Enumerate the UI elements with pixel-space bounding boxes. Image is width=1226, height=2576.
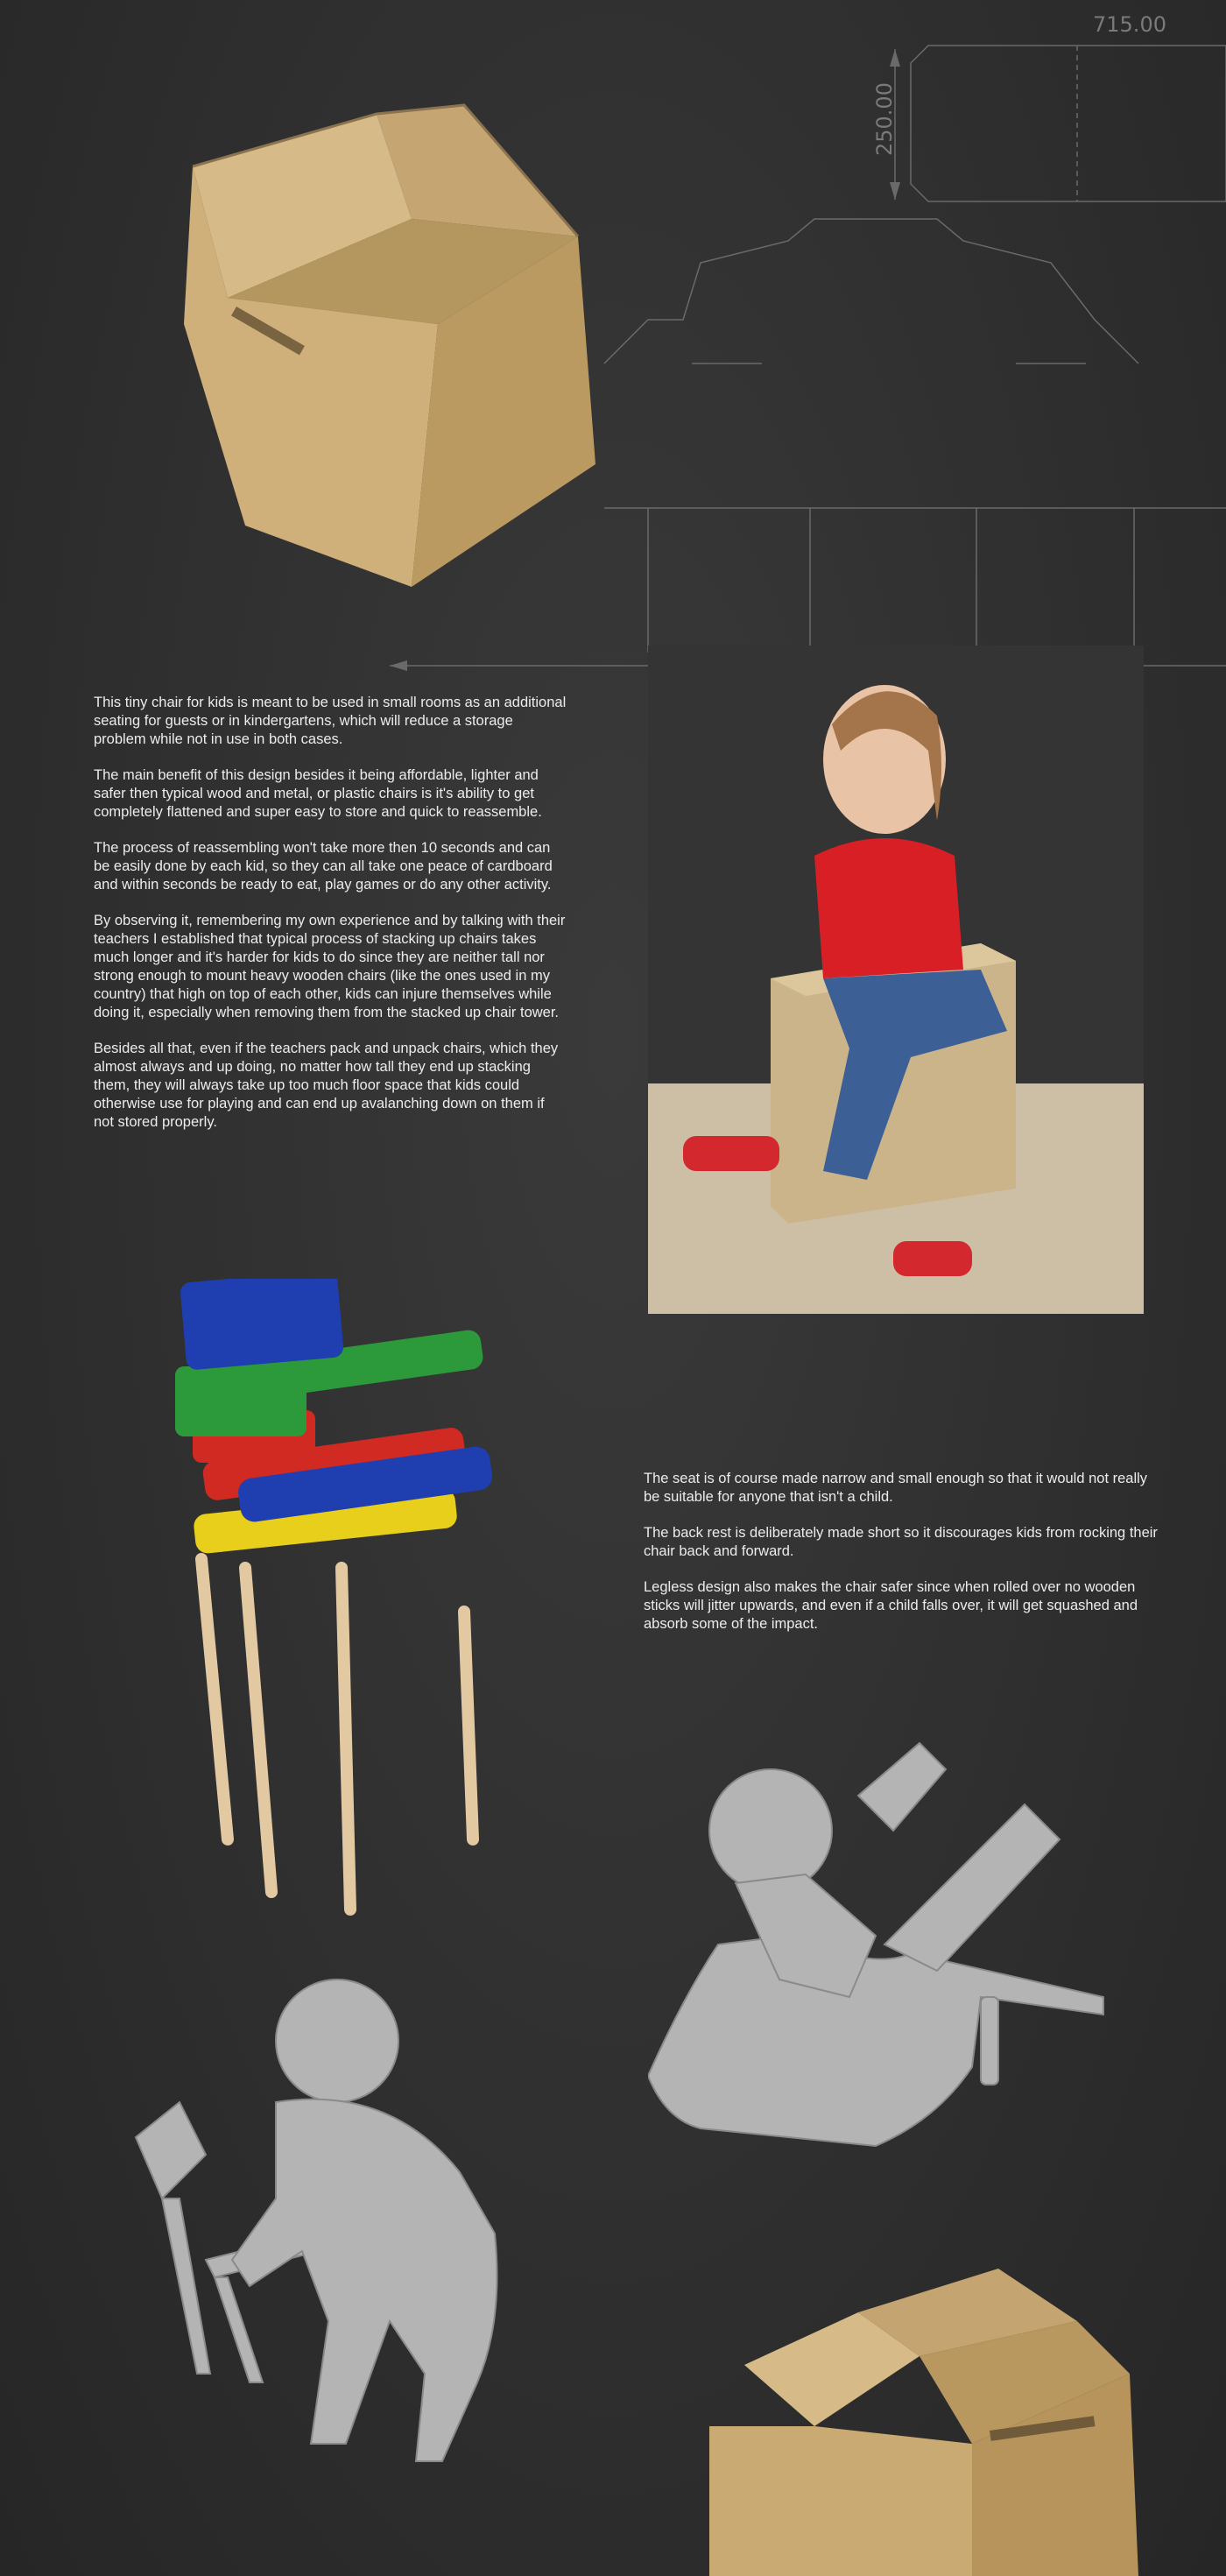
intro-paragraph-3: The process of reassembling won't take more then 10 seconds and can be easily done by each kid, so they can all take one peace of cardboard and within seconds be ready to eat, play games or do any other activity. (94, 840, 553, 893)
height-dimension-label: 250.00 (872, 82, 897, 156)
dieline-bottom (604, 508, 1226, 653)
stacked-wooden-chairs-illustration (166, 1279, 534, 1927)
width-dimension-label: 715.00 (1093, 12, 1166, 37)
child-falling-silhouette (648, 1708, 1138, 2163)
dieline-top-flap (911, 46, 1226, 201)
arrow-icon (890, 182, 900, 200)
cardboard-chair-illustration (175, 96, 613, 622)
cardboard-chair-closeup (709, 2269, 1138, 2576)
dieline-middle (604, 219, 1138, 363)
design-note-1: The seat is of course made narrow and small enough so that it would not really be suitable for anyone that isn't a child. (644, 1471, 1148, 1505)
child-sitting-photo (648, 646, 1144, 1314)
intro-paragraph-4: By observing it, remembering my own experience and by talking with their teachers I established that typical process of stacking up chairs takes much longer and it's harder for kids to do since they are neither tall nor strong enough to mount heavy wooden chairs (like the ones used in my country) that high on top of each other, kids can injure themselves while doing it, especially when removing them from the stacked up chair tower. (94, 913, 566, 1020)
intro-text (94, 694, 567, 1149)
design-note-2: The back rest is deliberately made short so it discourages kids from rocking their chair back and forward. (644, 1525, 1158, 1559)
arrow-icon (390, 660, 407, 671)
child-lifting-chair-silhouette (127, 1971, 547, 2496)
arrow-icon (890, 49, 900, 67)
intro-paragraph-2: The main benefit of this design besides it being affordable, lighter and safer then typical wood and metal, or plastic chairs is it's ability to get completely flattened and super easy to store and quick to reassemble. (94, 767, 542, 820)
design-notes-text (644, 1470, 1160, 1651)
intro-paragraph-5: Besides all that, even if the teachers pack and unpack chairs, which they almost always and up doing, no matter how tall they end up stacking them, they will always take up too much floor space that kids could otherwise use for playing and can end up avalanching down on them if not stored properly. (94, 1041, 559, 1130)
intro-paragraph-1: This tiny chair for kids is meant to be used in small rooms as an additional seating for guests or in kindergartens, which will reduce a storage problem while not in use in both cases. (94, 695, 567, 747)
design-note-3: Legless design also makes the chair safer since when rolled over no wooden sticks will jitter upwards, and even if a child falls over, it will get squashed and absorb some of the impact. (644, 1579, 1138, 1632)
